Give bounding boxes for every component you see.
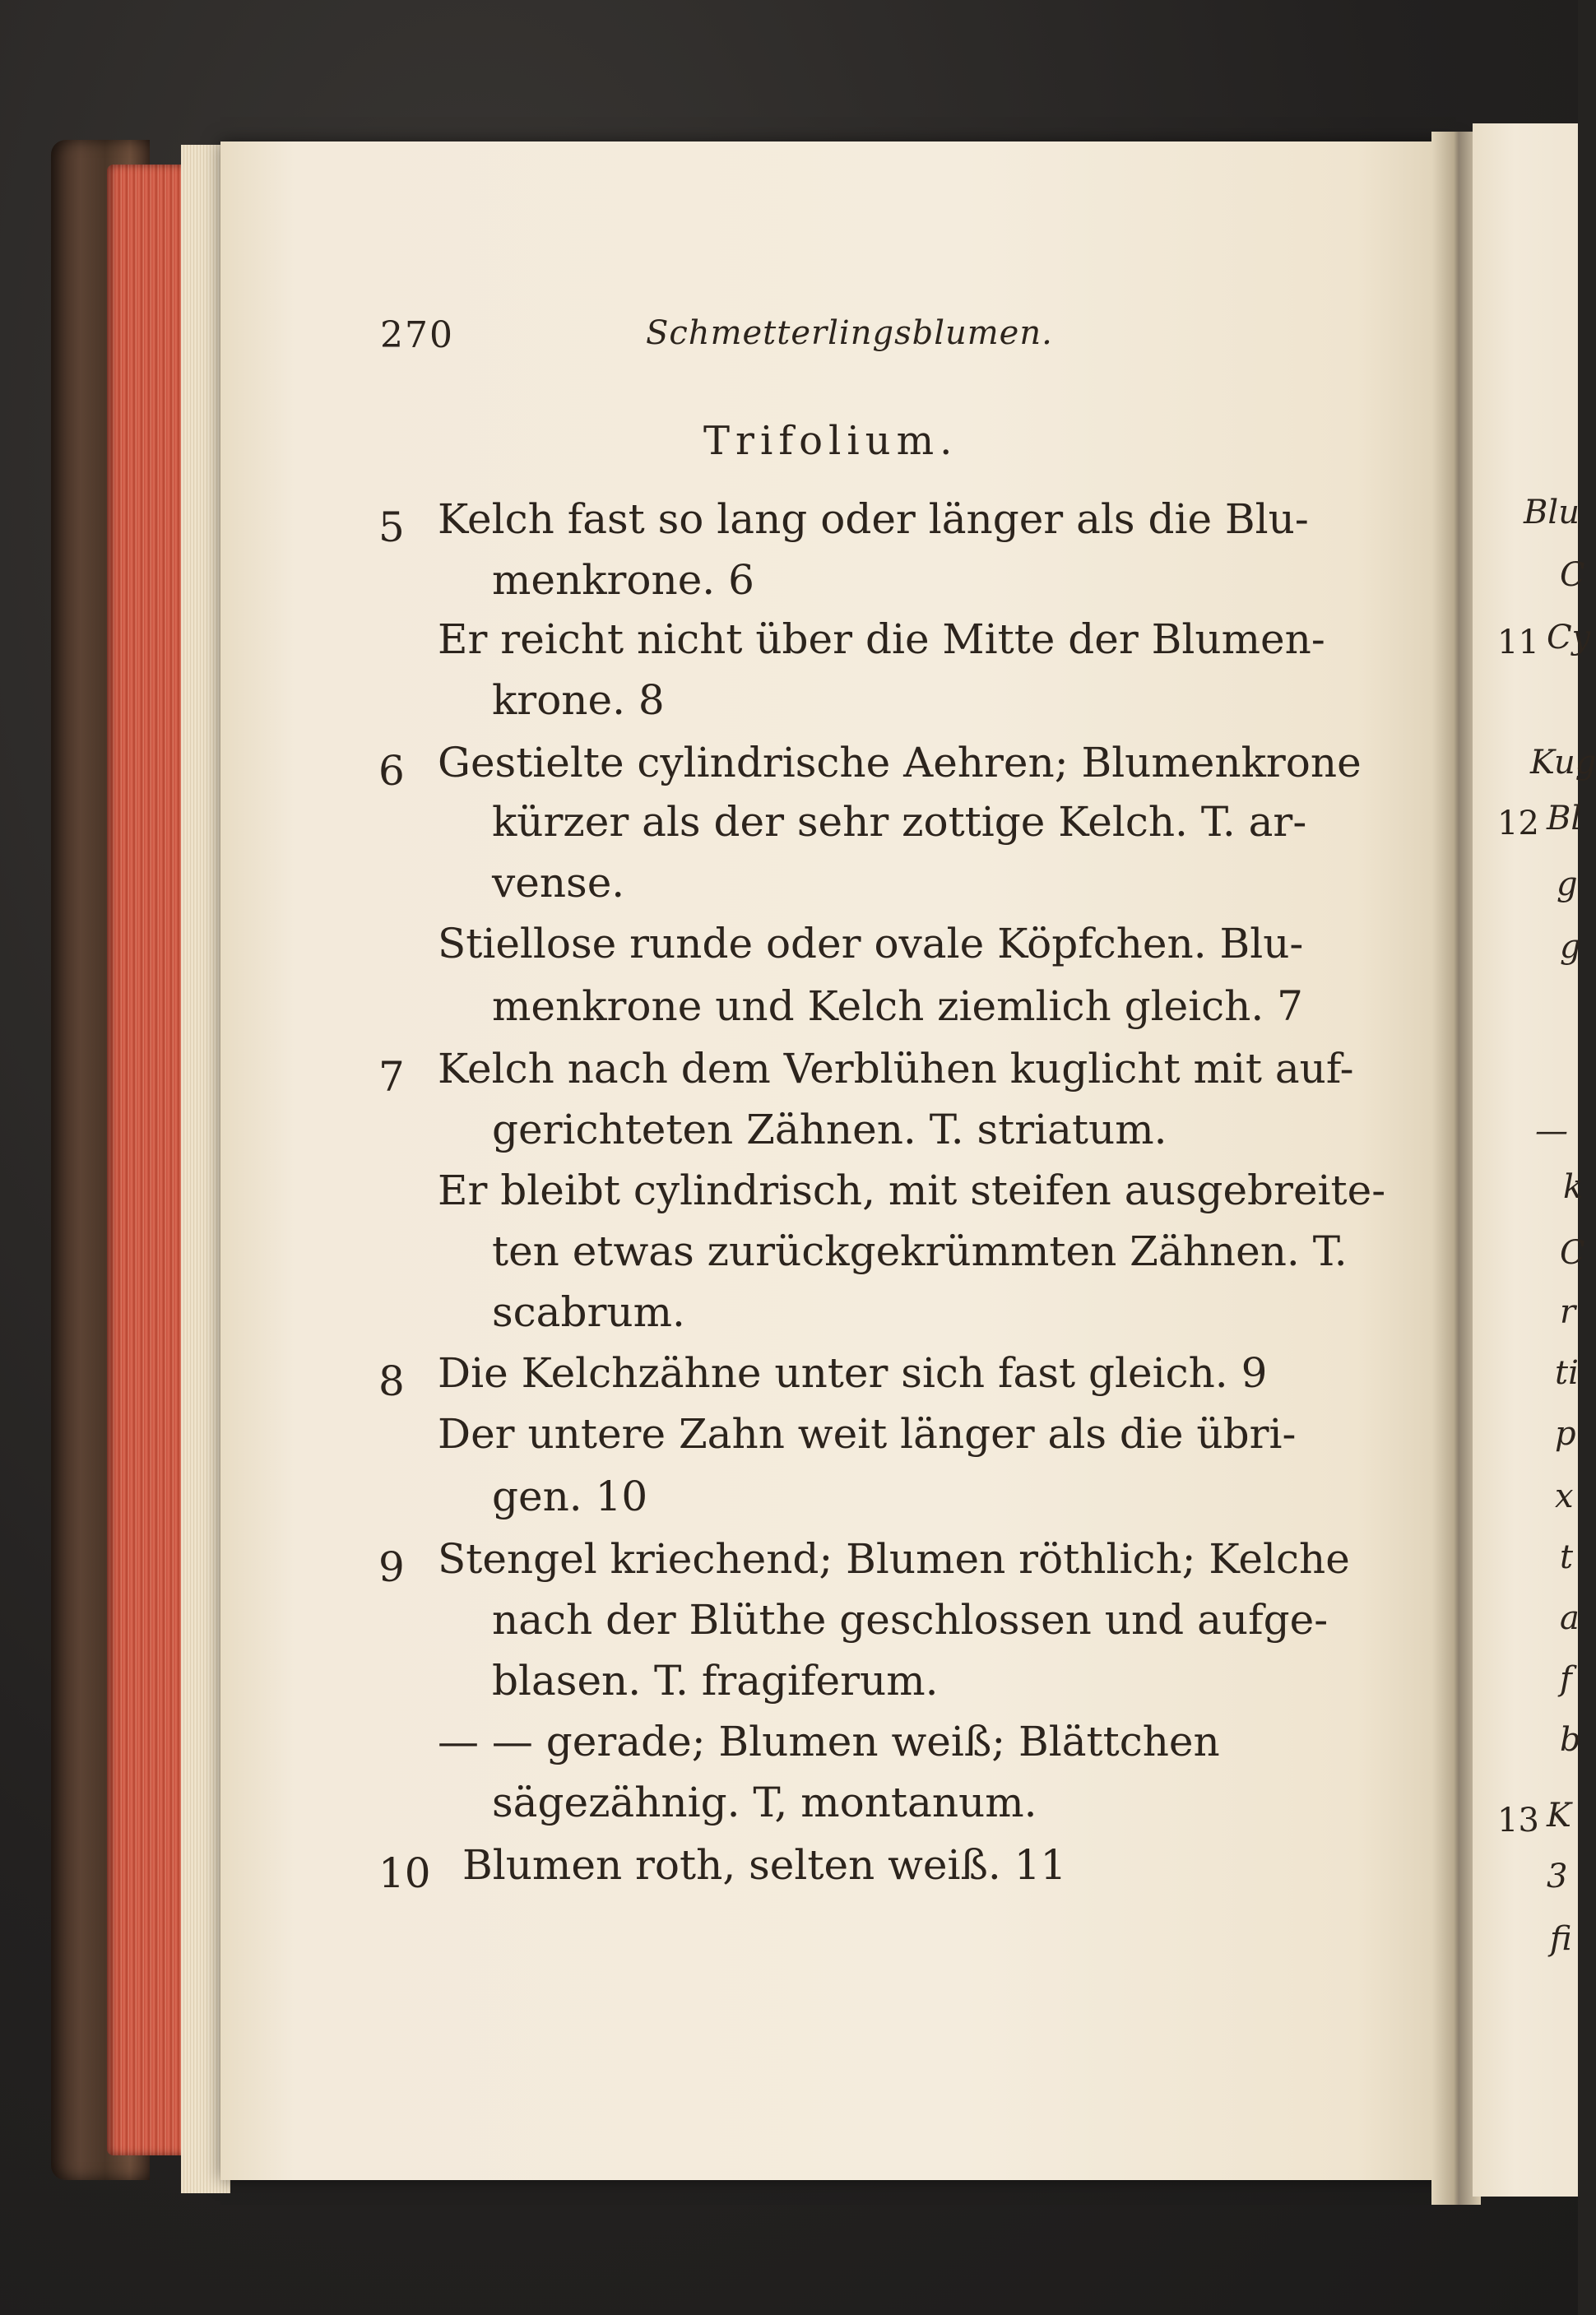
key-line: gen. 10	[492, 1473, 648, 1520]
key-line: gerichteten Zähnen. T. striatum.	[492, 1106, 1167, 1153]
right-fragment: 3	[1547, 1858, 1568, 1895]
right-fragment: Bl	[1547, 800, 1582, 837]
right-fragment: K	[1547, 1797, 1571, 1835]
right-fragment: b	[1560, 1721, 1581, 1759]
key-line: nach der Blüthe geschlossen und aufge-	[492, 1596, 1329, 1644]
key-line: menkrone. 6	[492, 556, 754, 604]
right-fragment: x	[1555, 1478, 1574, 1515]
right-fragment: Cy	[1547, 619, 1591, 656]
key-line: — — gerade; Blumen weiß; Blättchen	[438, 1718, 1220, 1765]
key-line: Blumen roth, selten weiß. 11	[462, 1841, 1067, 1889]
right-fragment: ti	[1555, 1354, 1579, 1392]
right-fragment: Kug	[1530, 744, 1596, 782]
key-line: Stengel kriechend; Blumen röthlich; Kelche	[438, 1535, 1350, 1583]
key-number: 7	[378, 1053, 405, 1101]
page-number: 270	[380, 314, 454, 356]
right-fragment: —	[1535, 1112, 1568, 1150]
right-fragment: C	[1560, 1234, 1585, 1272]
key-line: Der untere Zahn weit länger als die übri-	[438, 1410, 1297, 1458]
key-number: 5	[378, 503, 405, 551]
right-fragment: 12	[1497, 805, 1539, 842]
key-line: krone. 8	[492, 676, 665, 724]
genus-heading: Trifolium.	[703, 418, 958, 464]
key-line: sägezähnig. T, montanum.	[492, 1779, 1037, 1826]
key-line: Kelch fast so lang oder länger als die Blu-	[438, 495, 1309, 543]
key-line: scabrum.	[492, 1288, 685, 1336]
right-fragment: g	[1560, 928, 1581, 966]
key-line: Kelch nach dem Verblühen kuglicht mit auf-	[438, 1045, 1354, 1093]
running-title: Schmetterlingsblumen.	[646, 314, 1053, 352]
key-line: Stiellose runde oder ovale Köpfchen. Blu-	[438, 920, 1304, 967]
right-fragment: g	[1557, 865, 1578, 903]
right-fragment: C	[1560, 556, 1585, 594]
key-line: Er bleibt cylindrisch, mit steifen ausgebreite-	[438, 1167, 1386, 1214]
right-fragment: f	[1560, 1660, 1572, 1698]
right-fragment: fi	[1550, 1920, 1572, 1958]
key-line: ten etwas zurückgekrümmten Zähnen. T.	[492, 1227, 1348, 1275]
right-fragment: Blu	[1524, 494, 1580, 531]
key-line: Die Kelchzähne unter sich fast gleich. 9	[438, 1349, 1268, 1397]
key-number: 8	[378, 1357, 405, 1405]
right-fragment: r	[1560, 1293, 1576, 1331]
key-line: Er reicht nicht über die Mitte der Blumen-	[438, 615, 1325, 663]
right-fragment: t	[1560, 1538, 1574, 1576]
right-fragment: p	[1555, 1415, 1576, 1453]
key-line: blasen. T. fragiferum.	[492, 1657, 939, 1705]
key-number: 10	[378, 1849, 431, 1897]
key-number: 6	[378, 747, 405, 795]
right-fragment: 13	[1497, 1802, 1539, 1839]
key-line: kürzer als der sehr zottige Kelch. T. ar-	[492, 798, 1307, 846]
key-number: 9	[378, 1543, 405, 1591]
right-fragment: k	[1563, 1168, 1584, 1206]
key-line: Gestielte cylindrische Aehren; Blumenkrone	[438, 739, 1362, 786]
key-line: vense.	[492, 859, 625, 907]
right-fragment: a	[1560, 1599, 1580, 1637]
right-fragment: 11	[1497, 624, 1539, 661]
key-line: menkrone und Kelch ziemlich gleich. 7	[492, 982, 1303, 1030]
